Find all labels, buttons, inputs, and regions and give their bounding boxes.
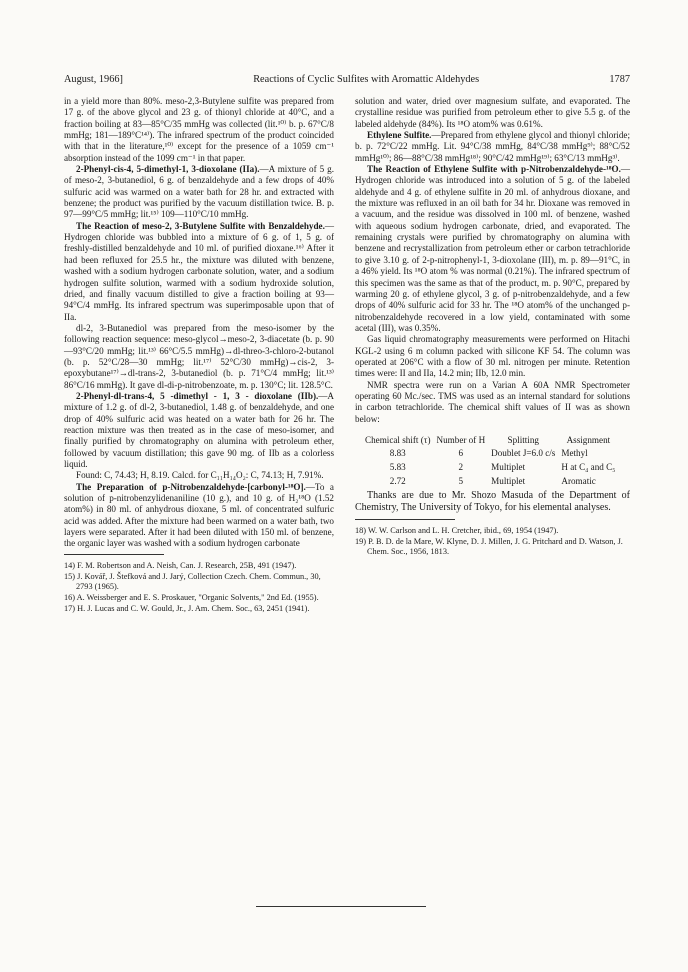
- table-header-cell: Chemical shift (τ): [365, 434, 431, 445]
- footnote-divider: [355, 519, 455, 520]
- table-header-row: [365, 435, 621, 448]
- left-column: [64, 96, 334, 615]
- footnote-divider: [64, 554, 164, 555]
- table-cell: Doublet J=6.0 c/s: [491, 447, 556, 458]
- table-cell: Multiplet: [491, 475, 526, 486]
- paragraph: in a yield more than 80%. meso-2,3-Butylene sulfite was prepared from 17 g. of the above glycol and 23 g. of thionyl chloride at 40°C, and a fraction boiling at 83—85°C/35 mmHg was collected (lit.¹⁰⁾ b. p. 67°C/8 mmHg; 181—189°C¹⁴⁾). The infrared spectrum of the product coincided with that in the literature,¹⁰⁾ except for the presence of a 1059 cm⁻¹ absorption instead of the 1099 cm⁻¹ in that paper.: [64, 96, 334, 163]
- table-cell: H at C₄ and C₅: [561, 461, 616, 472]
- header-title: Reactions of Cyclic Sulfites with Aromattic Aldehydes: [253, 74, 480, 85]
- paragraph: The Preparation of p-Nitrobenzaldehyde-[carbonyl-¹⁸O].—To a solution of p-nitrobenzylidenaniline (10 g.), and 10 g. of H₂¹⁸O (1.52 atom%) in 80 ml. of anhydrous dioxane, 5 ml. of concentrated sulfuric acid was added. After the mixture had been warmed on a water bath, two layers were separated. After it had been diluted with 150 ml. of benzene, the organic layer was washed with a sodium hydrogen carbonate: [64, 481, 334, 549]
- section-heading: 2-Phenyl-cis-4, 5-dimethyl-1, 3-dioxolane (IIa).: [76, 164, 260, 175]
- paragraph: solution and water, dried over magnesium sulfate, and evaporated. The crystalline residue was purified from petroleum ether to give 5.5 g. of the labeled aldehyde (84%). Its ¹⁸O atom% was 0.61%.: [355, 96, 630, 129]
- reference-item: 17) H. J. Lucas and C. W. Gould, Jr., J. Am. Chem. Soc., 63, 2451 (1941).: [64, 603, 310, 613]
- table-cell: 8.83: [389, 447, 406, 458]
- table-row: [365, 476, 621, 490]
- reference-item: 15) J. Kovář, J. Štefková and J. Jarý, Collection Czech. Chem. Commun., 30, 2793 (1965).: [64, 571, 321, 592]
- paragraph: dl-2, 3-Butanediol was prepared from the meso-isomer by the following reaction sequence: meso-glycol→meso-2, 3-diacetate (b. p. 90—93°C/20 mmHg; lit.¹³⁾ 66°C/5.5 mmHg)→dl-threo-3-chloro-2-butanol (b. p. 52°C/28—30 mmHg; lit.¹⁷⁾ 52°C/30 mmHg)→cis-2, 3-epoxybutane¹⁷⁾→dl-trans-2, 3-butanediol (b. p. 71°C/4 mmHg; lit.¹³⁾ 86°C/16 mmHg). It gave dl-di-p-nitrobenzoate, m. p. 130°C; lit. 128.5°C.: [64, 322, 334, 390]
- table-cell: Aromatic: [561, 475, 596, 486]
- paragraph: 2-Phenyl-cis-4, 5-dimethyl-1, 3-dioxolane (IIa).—A mixture of 5 g. of meso-2, 3-butanediol, 6 g. of benzaldehyde and a few drops of 40% sulfuric acid was warmed on a water bath for 28 hr. and extracted with benzene; the product was purified by the vacuum distillation twice. B. p. 97—99°C/5 mmHg; lit.¹⁵⁾ 109—110°C/10 mmHg.: [64, 164, 334, 220]
- table-header-cell: Number of H: [436, 434, 486, 445]
- nmr-shift-table: [365, 435, 621, 490]
- table-row: [365, 462, 621, 476]
- reference-item: 19) P. B. D. de la Mare, W. Klyne, D. J. Millen, J. G. Pritchard and D. Watson, J. Chem. Soc., 1956, 1813.: [355, 536, 623, 557]
- section-heading: The Reaction of meso-2, 3-Butylene Sulfite with Benzaldehyde.: [76, 220, 325, 231]
- reference-item: 14) F. M. Robertson and A. Neish, Can. J. Research, 25B, 491 (1947).: [64, 560, 297, 570]
- acknowledgement: Thanks are due to Mr. Shozo Masuda of the Department of Chemistry, The University of Tokyo, for his elemental analyses.: [355, 489, 630, 514]
- section-heading: The Preparation of p-Nitrobenzaldehyde-[carbonyl-¹⁸O].: [76, 481, 306, 492]
- reference-list: [64, 561, 334, 615]
- table-cell: 2.72: [389, 475, 406, 486]
- end-rule: [256, 906, 426, 907]
- reference-item: 16) A. Weissberger and E. S. Proskauer, "Organic Solvents," 2nd Ed. (1955).: [64, 592, 319, 602]
- table-cell: 5: [458, 475, 464, 486]
- paragraph: NMR spectra were run on a Varian A 60A NMR Spectrometer operating 60 Mc./sec. TMS was used as an internal standard for solutions in carbon tetrachloride. The chemical shift values of II was as shown below:: [355, 379, 630, 424]
- running-header: [64, 74, 630, 86]
- table-cell: 5.83: [389, 461, 406, 472]
- reference-item: 18) W. W. Carlson and L. H. Cretcher, ibid., 69, 1954 (1947).: [355, 525, 559, 535]
- right-column: [355, 96, 630, 558]
- table-cell: 6: [458, 447, 464, 458]
- section-heading: The Reaction of Ethylene Sulfite with p-Nitrobenzaldehyde-¹⁸O.: [367, 164, 621, 175]
- paragraph: The Reaction of meso-2, 3-Butylene Sulfite with Benzaldehyde.—Hydrogen chloride was bubbled into a mixture of 6 g. of 1, 5 g. of freshly-distilled benzaldehyde and 10 ml. of purified dioxane.¹⁶⁾ After it had been refluxed for 25.5 hr., the mixture was diluted with benzene, washed with a sodium hydrogen carbonate solution, water, and a sodium hydrogen sulfite solution, warmed with a sodium hydroxide solution, dried, and finally vacuum distilled to give a fraction boiling at 93—94°C/4 mmHg. Its infrared spectrum was superimposable upon that of IIa.: [64, 220, 334, 322]
- table-cell: 2: [458, 461, 464, 472]
- table-header-cell: Splitting: [507, 434, 539, 445]
- table-header-cell: Assignment: [566, 434, 611, 445]
- header-page-number: 1787: [609, 74, 630, 85]
- reference-list: [355, 526, 630, 558]
- table-cell: Multiplet: [491, 461, 526, 472]
- paragraph: The Reaction of Ethylene Sulfite with p-Nitrobenzaldehyde-¹⁸O.—Hydrogen chloride was introduced into a solution of 5 g. of the labeled aldehyde and 4 g. of ethylene sulfite in 20 ml. of anhydrous dioxane, and the mixture was refluxed in an oil bath for 34 hr. Dioxane was removed in a vacuum, and the residue was dissolved in 100 ml. of benzene, washed with aqueous sodium hydrogen carbonate, dried, and evaporated. The remaining crystals were purified by chromatography on alumina with benzene and recrystallization from petroleum ether or carbon tetrachloride to give 3.10 g. of 2-p-nitrophenyl-1, 3-dioxolane (III), m. p. 89—91°C, in a 46% yield. Its ¹⁸O atom % was normal (0.21%). The infrared spectrum of this specimen was the same as that of the product, m. p. 90°C, prepared by warming 20 g. of ethylene glycol, 3 g. of p-nitrobenzaldehyde, and a few drops of 40% sulfuric acid for 33 hr. The ¹⁸O atom% of the unchanged p-nitrobenzaldehyde recovered in a low yield, contaminated with some acetal (III), was 0.35%.: [355, 164, 630, 333]
- elemental-analysis: Found: C, 74.43; H, 8.19. Calcd. for C₁₁H₁₄O₂: C, 74.13; H, 7.91%.: [76, 470, 324, 481]
- paragraph: Ethylene Sulfite.—Prepared from ethylene glycol and thionyl chloride; b. p. 72°C/22 mmHg. Lit. 94°C/38 mmHg, 84°C/38 mmHg⁹⁾; 88°C/52 mmHg¹⁰⁾; 86—88°C/38 mmHg¹⁸⁾; 90°C/42 mmHg¹⁹⁾; 63°C/13 mmHg³⁾.: [355, 130, 630, 163]
- paragraph: Gas liquid chromatography measurements were performed on Hitachi KGL-2 using 6 m column packed with silicone KF 54. The column was operated at 206°C with a flow of 30 ml. nitrogen per minute. Retention times were: II and IIa, 14.2 min; IIb, 12.0 min.: [355, 334, 630, 379]
- section-heading: Ethylene Sulfite.: [367, 130, 432, 141]
- paragraph: 2-Phenyl-dl-trans-4, 5 -dimethyl - 1, 3 - dioxolane (IIb).—A mixture of 1.2 g. of dl-2, 3-butanediol, 1.48 g. of benzaldehyde, and one drop of 40% sulfuric acid was heated on a water bath for 26 hr. The reaction mixture was then treated as in the case of meso-isomer, and finally purified by chromatography on alumina with petroleum ether, followed by vacuum distillation; this gave 90 mg. of IIb as a colorless liquid.: [64, 390, 334, 469]
- section-heading: 2-Phenyl-dl-trans-4, 5 -dimethyl - 1, 3 - dioxolane (IIb).: [76, 390, 319, 401]
- header-date: August, 1966]: [64, 74, 123, 85]
- table-row: [365, 448, 621, 462]
- table-cell: Methyl: [561, 447, 588, 458]
